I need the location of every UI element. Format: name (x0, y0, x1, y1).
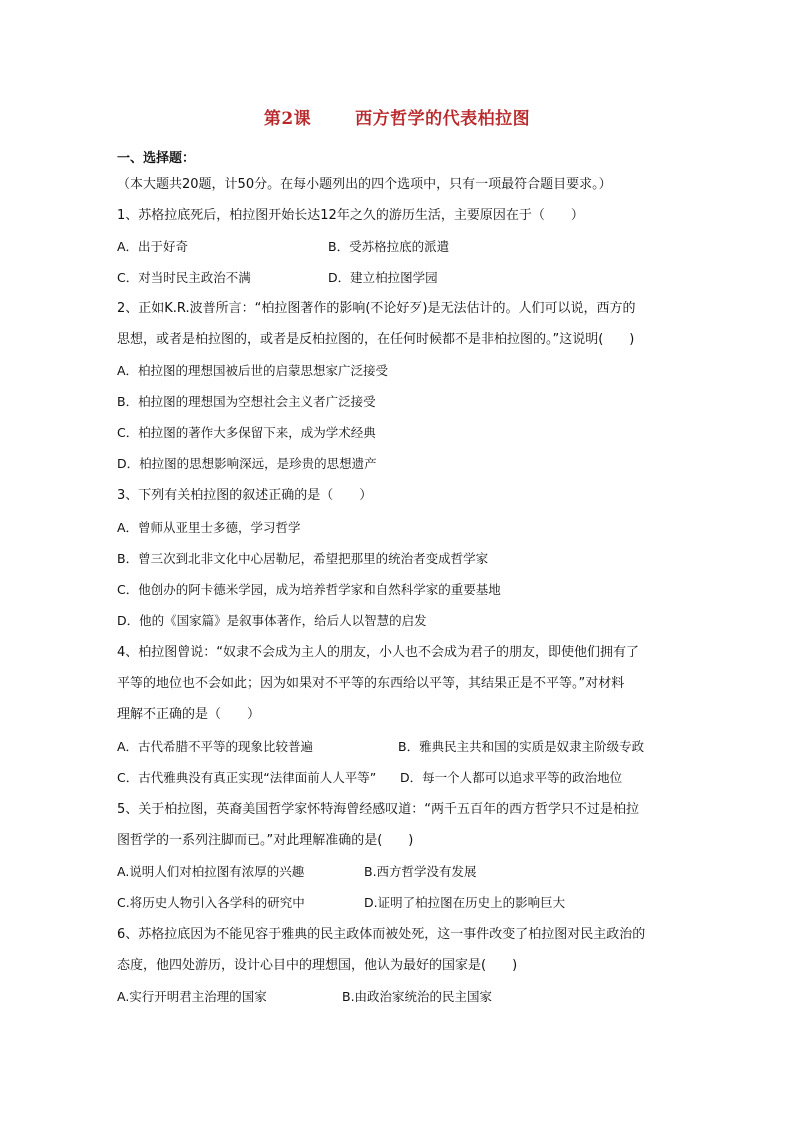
question-line: 6、苏格拉底因为不能见容于雅典的民主政体而被处死，这一事件改变了柏拉图对民主政治的 (117, 927, 646, 942)
q4-option-a: A．古代希腊不平等的现象比较普遍 (117, 739, 314, 754)
question-line: 态度，他四处游历，设计心目中的理想国，他认为最好的国家是( ) (117, 958, 518, 973)
q2-option-c: C．柏拉图的著作大多保留下来，成为学术经典 (117, 425, 376, 440)
q1-option-b: B．受苏格拉底的派遣 (328, 239, 450, 254)
section-description: （本大题共20题，计50分。在每小题列出的四个选项中，只有一项最符合题目要求。） (117, 177, 612, 192)
q5-option-a: A.说明人们对柏拉图有浓厚的兴趣 (117, 864, 305, 879)
question-line: 4、柏拉图曾说：“奴隶不会成为主人的朋友，小人也不会成为君子的朋友，即使他们拥有了 (117, 645, 640, 660)
q3-option-b: B．曾三次到北非文化中心居勒尼，希望把那里的统治者变成哲学家 (117, 551, 489, 566)
question-line: 理解不正确的是（ ） (117, 707, 261, 722)
question-5-stem (117, 794, 687, 856)
q2-option-b: B．柏拉图的理想国为空想社会主义者广泛接受 (117, 394, 376, 409)
question-3-stem (117, 480, 687, 511)
q5-option-b: B.西方哲学没有发展 (364, 864, 477, 879)
question-2-stem (117, 293, 687, 355)
q4-option-c: C．古代雅典没有真正实现“法律面前人人平等” (117, 770, 377, 785)
q5-option-d: D.证明了柏拉图在历史上的影响巨大 (364, 895, 566, 910)
q3-option-c: C．他创办的阿卡德米学园，成为培养哲学家和自然科学家的重要基地 (117, 582, 501, 597)
lesson-topic: 西方哲学的代表柏拉图 (355, 109, 531, 129)
question-line: 1、苏格拉底死后，柏拉图开始长达12年之久的游历生活，主要原因在于（ ） (117, 208, 584, 223)
question-line: 平等的地位也不会如此；因为如果对不平等的东西给以平等，其结果正是不平等。”对材料 (117, 676, 625, 691)
question-4-stem (117, 637, 687, 730)
question-6-stem (117, 919, 687, 981)
q6-option-b: B.由政治家统治的民主国家 (342, 989, 493, 1004)
question-line: 思想，或者是柏拉图的，或者是反柏拉图的，在任何时候都不是非柏拉图的。”这说明( ) (117, 332, 635, 347)
q2-option-d: D．柏拉图的思想影响深远，是珍贵的思想遗产 (117, 456, 377, 471)
q5-option-c: C.将历史人物引入各学科的研究中 (117, 895, 305, 910)
q2-option-a: A．柏拉图的理想国被后世的启蒙思想家广泛接受 (117, 363, 389, 378)
question-line: 3、下列有关柏拉图的叙述正确的是（ ） (117, 488, 373, 503)
page-title (0, 104, 794, 129)
question-line: 图哲学的一系列注脚而已。”对此理解准确的是( ) (117, 833, 414, 848)
question-1-stem (117, 200, 687, 231)
lesson-number: 第2课 (263, 109, 312, 129)
question-line: 5、关于柏拉图，英裔美国哲学家怀特海曾经感叹道：“两千五百年的西方哲学只不过是柏拉 (117, 802, 640, 817)
q4-option-d: D．每一个人都可以追求平等的政治地位 (400, 770, 623, 785)
q1-option-c: C．对当时民主政治不满 (117, 270, 251, 285)
q6-option-a: A.实行开明君主治理的国家 (117, 989, 267, 1004)
question-line: 2、正如K.R.波普所言：“柏拉图著作的影响(不论好歹)是无法估计的。人们可以说，西方的 (117, 301, 636, 316)
q4-option-b: B．雅典民主共和国的实质是奴隶主阶级专政 (398, 739, 645, 754)
q1-option-a: A．出于好奇 (117, 239, 189, 254)
section-heading: 一、选择题： (117, 151, 196, 166)
q3-option-a: A．曾师从亚里士多德，学习哲学 (117, 520, 301, 535)
q3-option-d: D．他的《国家篇》是叙事体著作，给后人以智慧的启发 (117, 613, 427, 628)
section-intro (117, 146, 682, 198)
q1-option-d: D．建立柏拉图学园 (328, 270, 438, 285)
